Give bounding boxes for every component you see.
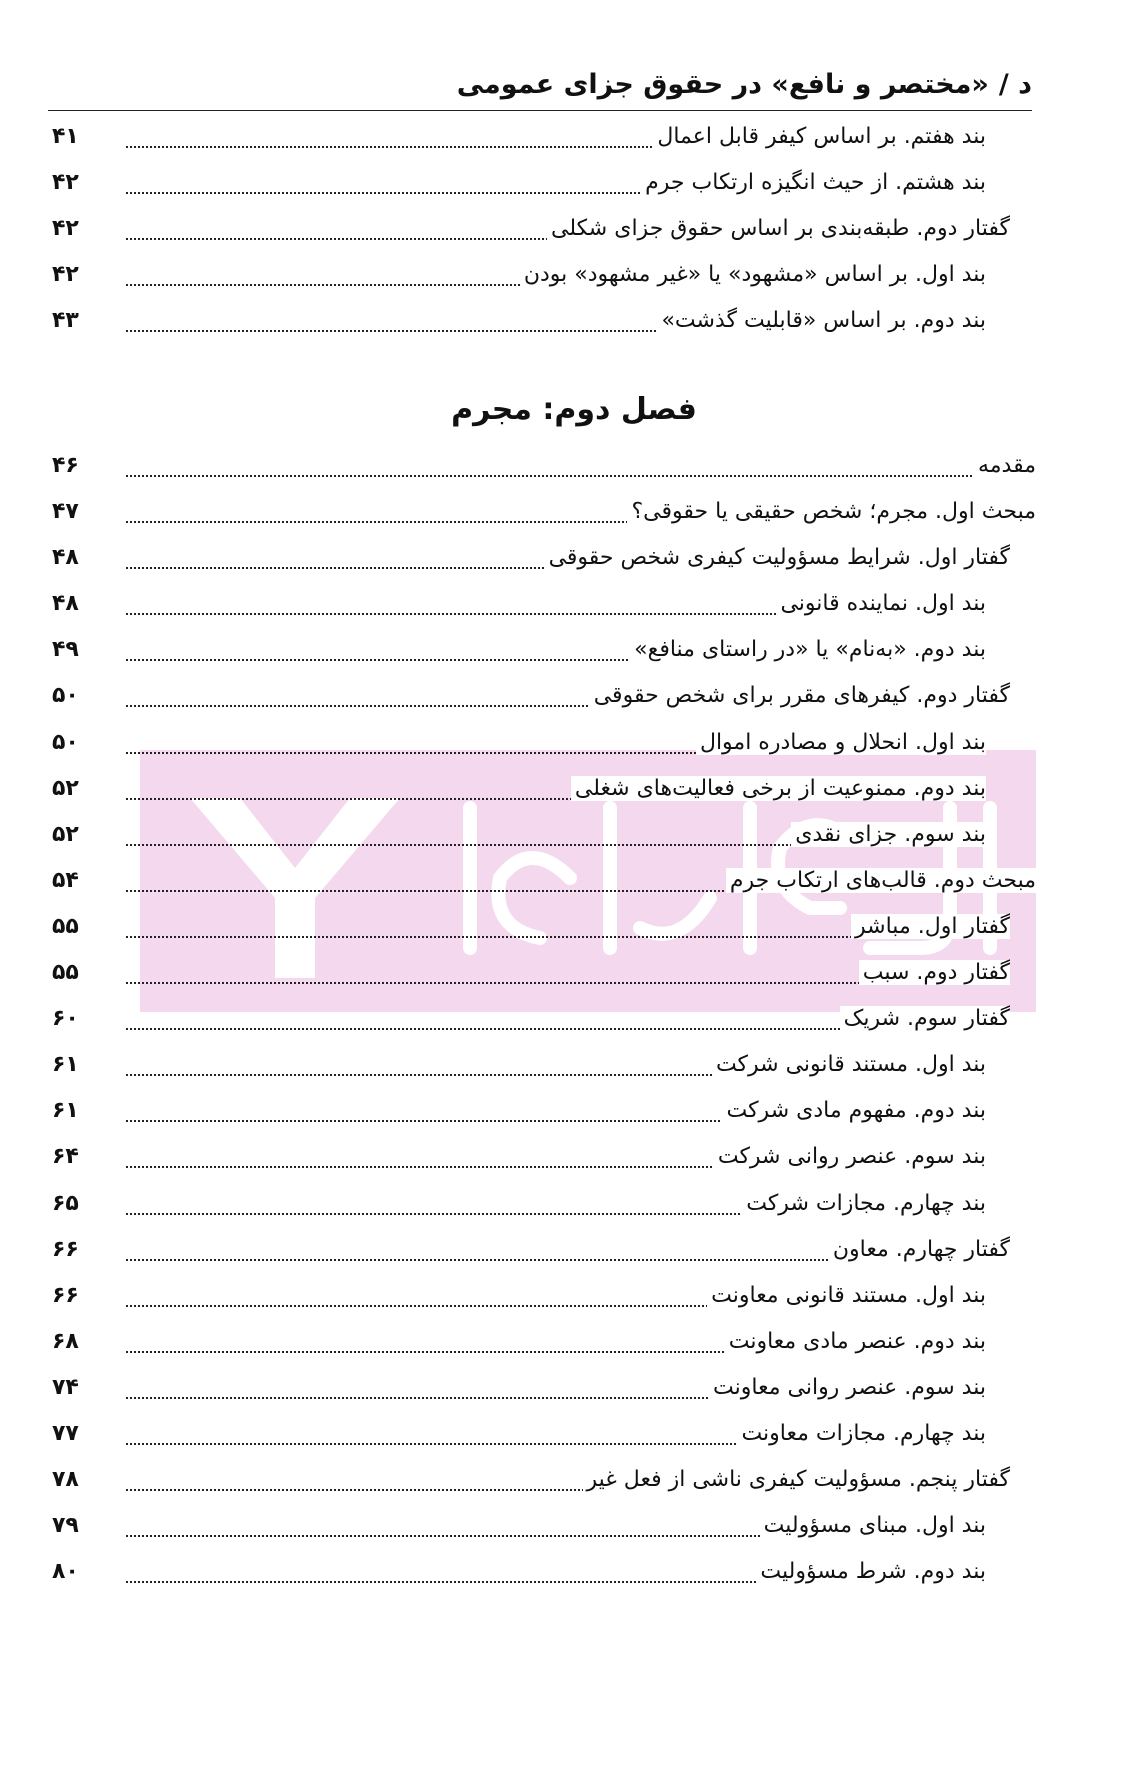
chapter-heading: فصل دوم: مجرم — [451, 392, 697, 427]
toc-page-number: ۶۸ — [52, 1328, 79, 1354]
toc-entry[interactable] — [52, 300, 1036, 346]
toc-entry-title: بند دوم. عنصر مادی معاونت — [725, 1329, 986, 1354]
dot-leader — [126, 936, 976, 938]
toc-page-number: ۴۶ — [52, 453, 79, 478]
toc-page-number: ۴۷ — [52, 499, 79, 525]
toc-page-number: ۵۰ — [52, 729, 79, 755]
toc-entry[interactable] — [52, 629, 1036, 675]
toc-entry-title: بند سوم. عنصر روانی شرکت — [714, 1144, 986, 1169]
page-letter: د / — [998, 68, 1032, 100]
toc-entry-title: بند اول. مبنای مسؤولیت — [760, 1513, 986, 1538]
toc-page-number: ۴۳ — [52, 308, 79, 334]
toc-page-number: ۷۴ — [52, 1374, 79, 1400]
toc-entry[interactable] — [52, 675, 1036, 721]
toc-entry-title: بند سوم. عنصر روانی معاونت — [709, 1375, 986, 1400]
toc-page-number: ۷۷ — [52, 1420, 79, 1446]
toc-page-number: ۶۱ — [52, 1052, 79, 1078]
toc-entry[interactable] — [52, 1551, 1036, 1597]
toc-entry-title: گفتار چهارم. معاون — [829, 1237, 1010, 1262]
toc-entry[interactable] — [52, 491, 1036, 537]
toc-entry-title: بند دوم. مفهوم مادی شرکت — [722, 1098, 986, 1123]
toc-entry[interactable] — [52, 537, 1036, 583]
toc-page-number: ۵۵ — [52, 913, 79, 939]
toc-entry[interactable] — [52, 1367, 1036, 1413]
toc-page-number: ۵۰ — [52, 683, 79, 709]
toc-entry[interactable] — [52, 254, 1036, 300]
toc-page-number: ۴۸ — [52, 591, 79, 617]
toc-entry[interactable] — [52, 116, 1036, 162]
toc-entry-title: گفتار اول. مباشر — [851, 914, 1010, 939]
toc-page-number: ۵۵ — [52, 960, 79, 986]
toc-entry-title: بند اول. مستند قانونی شرکت — [712, 1052, 986, 1077]
toc-entry-title: بند اول. انحلال و مصادره اموال — [696, 730, 986, 755]
toc-entry-title: بند چهارم. مجازات معاونت — [737, 1421, 986, 1446]
toc-page-number: ۶۶ — [52, 1282, 79, 1308]
toc-entry-title: بند هشتم. از حیث انگیزه ارتکاب جرم — [641, 170, 986, 195]
toc-entry-title: گفتار اول. شرایط مسؤولیت کیفری شخص حقوقی — [545, 545, 1010, 570]
toc-page-number: ۶۰ — [52, 1006, 79, 1032]
toc-continued — [52, 116, 1036, 346]
toc-page-number: ۷۹ — [52, 1513, 79, 1539]
toc-entry[interactable] — [52, 998, 1036, 1044]
toc-entry[interactable] — [52, 906, 1036, 952]
toc-page-number: ۸۰ — [52, 1559, 79, 1585]
toc-entry[interactable] — [52, 1321, 1036, 1367]
toc-entry-title: گفتار سوم. شریک — [840, 1006, 1010, 1031]
toc-entry[interactable] — [52, 1183, 1036, 1229]
toc-entry[interactable] — [52, 1136, 1036, 1182]
toc-entry-title: گفتار دوم. سبب — [859, 960, 1010, 985]
toc-entry-title: بند اول. نماینده قانونی — [776, 591, 986, 616]
toc-entry-title: مبحث دوم. قالب‌های ارتکاب جرم — [726, 868, 1036, 893]
toc-entry-title: بند چهارم. مجازات شرکت — [742, 1191, 986, 1216]
toc-entry[interactable] — [52, 1275, 1036, 1321]
toc-entry[interactable] — [52, 860, 1036, 906]
header-rule — [48, 110, 1032, 111]
toc-entry[interactable] — [52, 1090, 1036, 1136]
toc-entry[interactable] — [52, 1505, 1036, 1551]
toc-page-number: ۶۴ — [52, 1144, 79, 1170]
toc-entry-title: گفتار دوم. کیفرهای مقرر برای شخص حقوقی — [590, 683, 1010, 708]
toc-entry-title: بند دوم. شرط مسؤولیت — [756, 1559, 986, 1584]
toc-entry[interactable] — [52, 445, 1036, 491]
toc-page-number: ۶۶ — [52, 1236, 79, 1262]
dot-leader — [126, 475, 976, 477]
toc-entry-title: بند دوم. بر اساس «قابلیت گذشت» — [657, 308, 986, 333]
toc-entry[interactable] — [52, 1229, 1036, 1275]
toc-entry-title: بند سوم. جزای نقدی — [791, 822, 986, 847]
toc-entry-title: بند اول. بر اساس «مشهود» یا «غیر مشهود» بودن — [520, 262, 986, 287]
toc-entry-title: بند اول. مستند قانونی معاونت — [707, 1283, 986, 1308]
toc-page-number: ۷۸ — [52, 1467, 79, 1493]
toc-entry[interactable] — [52, 952, 1036, 998]
toc-page-number: ۴۱ — [52, 124, 79, 149]
toc-page-number: ۴۸ — [52, 545, 79, 571]
toc-page-number: ۶۱ — [52, 1098, 79, 1124]
toc-entry[interactable] — [52, 1459, 1036, 1505]
book-title: «مختصر و نافع» در حقوق جزای عمومی — [456, 68, 989, 100]
toc-entry[interactable] — [52, 1044, 1036, 1090]
toc-page-number: ۴۲ — [52, 216, 79, 242]
toc-entry-title: بند دوم. ممنوعیت از برخی فعالیت‌های شغلی — [571, 776, 986, 801]
toc-page-number: ۴۲ — [52, 262, 79, 288]
toc-entry[interactable] — [52, 162, 1036, 208]
toc-entry-title: گفتار دوم. طبقه‌بندی بر اساس حقوق جزای شکلی — [547, 216, 1010, 241]
toc-page-number: ۴۲ — [52, 170, 79, 196]
toc-entry-title: مقدمه — [974, 453, 1036, 478]
toc-page-number: ۶۵ — [52, 1190, 79, 1216]
toc-entry-title: مبحث اول. مجرم؛ شخص حقیقی یا حقوقی؟ — [627, 499, 1036, 524]
toc-entry[interactable] — [52, 722, 1036, 768]
toc-entry[interactable] — [52, 1413, 1036, 1459]
toc-chapter-two — [52, 445, 1036, 1597]
toc-entry-title: گفتار پنجم. مسؤولیت کیفری ناشی از فعل غیر — [583, 1467, 1010, 1492]
page-header — [48, 58, 1032, 110]
toc-page-number: ۴۹ — [52, 637, 79, 663]
toc-entry[interactable] — [52, 768, 1036, 814]
toc-entry[interactable] — [52, 814, 1036, 860]
toc-page-number: ۵۲ — [52, 821, 79, 847]
toc-page-number: ۵۴ — [52, 867, 79, 893]
toc-entry[interactable] — [52, 583, 1036, 629]
toc-page-number: ۵۲ — [52, 775, 79, 801]
toc-entry-title: بند هفتم. بر اساس کیفر قابل اعمال — [653, 124, 986, 149]
toc-entry[interactable] — [52, 208, 1036, 254]
dot-leader — [126, 982, 976, 984]
toc-entry-title: بند دوم. «به‌نام» یا «در راستای منافع» — [630, 637, 986, 662]
